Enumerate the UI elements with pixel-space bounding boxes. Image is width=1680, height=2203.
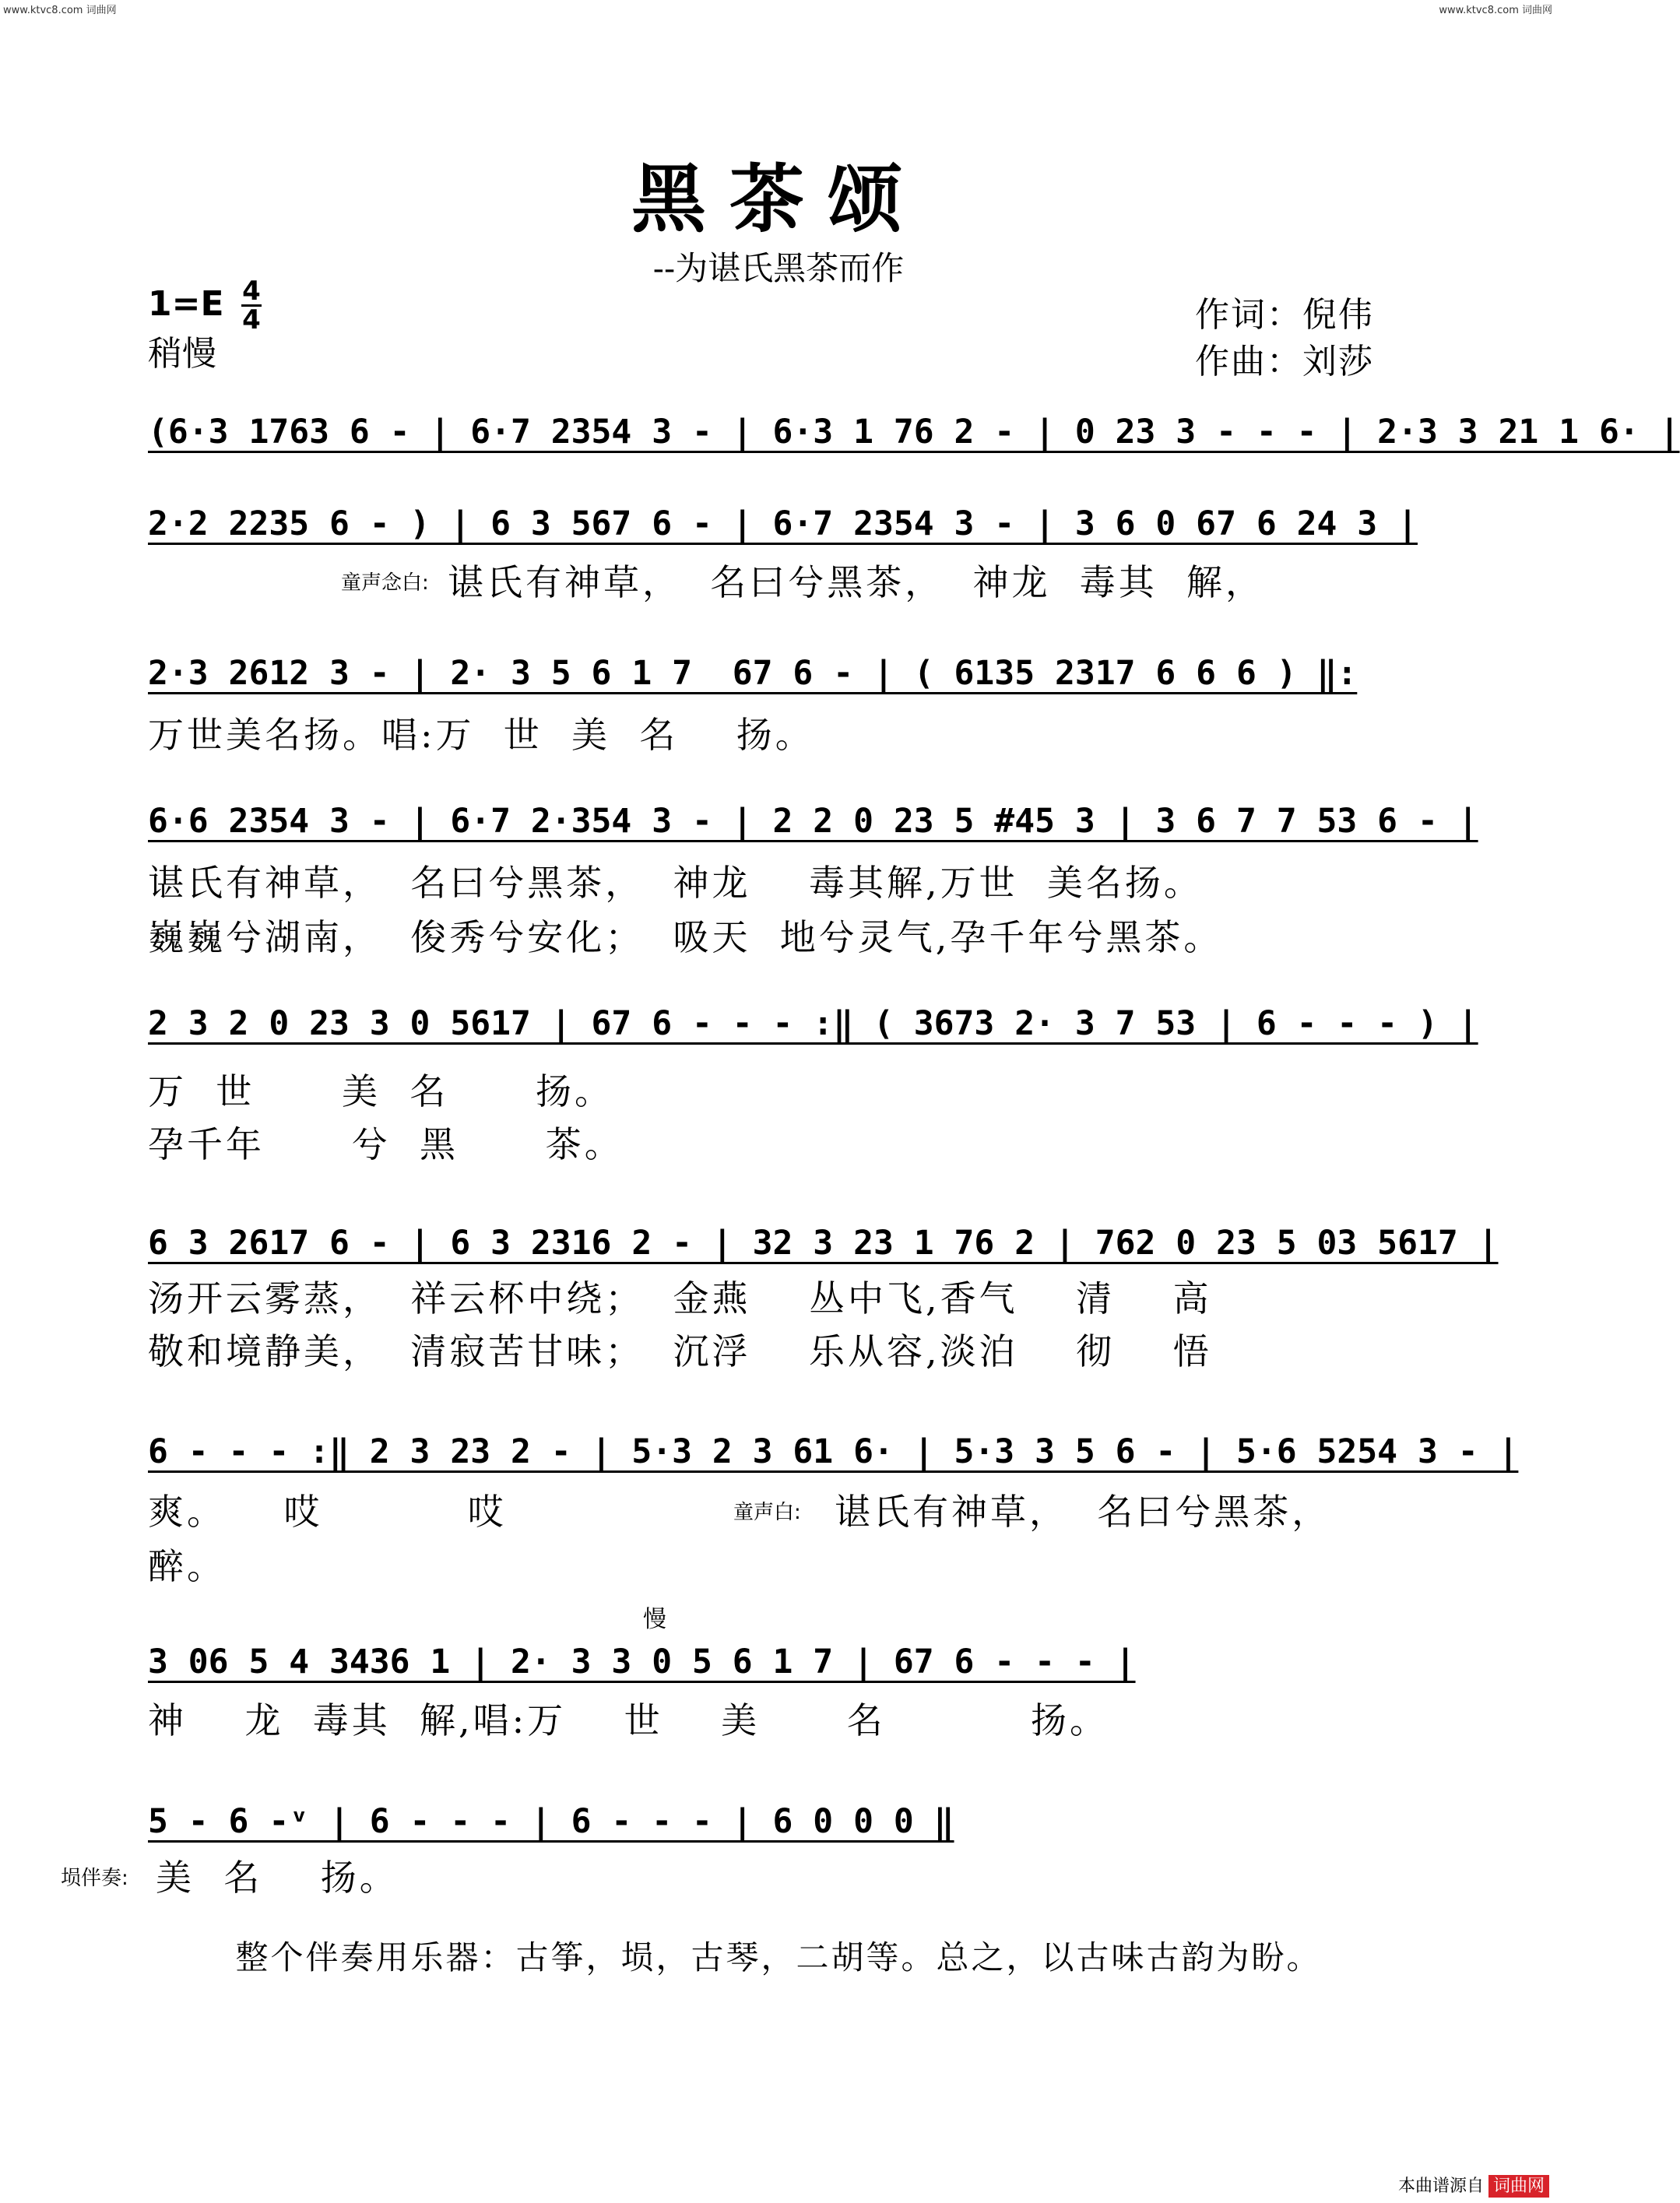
time-top: 4 bbox=[242, 276, 261, 307]
score-row-8 bbox=[148, 1643, 1417, 1681]
lyric-line-2: 醉。 bbox=[148, 1545, 226, 1587]
score-row-4 bbox=[148, 802, 1478, 841]
time-signature bbox=[241, 276, 262, 336]
source-brand: 词曲网 bbox=[1488, 2175, 1549, 2198]
key-signature: 1=E bbox=[148, 284, 224, 324]
lyric-line: 万 世 美 名 扬。 bbox=[148, 1070, 613, 1112]
lyric-line: 汤开云雾蒸， 祥云杯中绕； 金燕 丛中飞,香气 清 高 bbox=[148, 1277, 1212, 1319]
notes: 2·2 2235 6 - ) | 6 3 567 6 - | 6·7 2354 3 - | 3 6 0 67 6 24 3 | bbox=[148, 504, 1418, 543]
notes: 3 06 5 4 3436 1 | 2· 3 3 0 5 6 1 7 | 67 6 - - - | bbox=[148, 1643, 1136, 1681]
accompaniment-label: 埙伴奏: bbox=[61, 1867, 128, 1890]
notes: 2·3 2612 3 - | 2· 3 5 6 1 7 67 6 - | ( 6135 2317 6 6 6 ) ‖: bbox=[148, 654, 1358, 693]
lyric-line: 神 龙 毒其 解,唱:万 世 美 名 扬。 bbox=[148, 1699, 1109, 1741]
composer-credit: 作曲：刘莎 bbox=[1195, 342, 1374, 381]
lyric-line: 谌氏有神草， 名曰兮黑茶， 神龙 毒其 解， bbox=[448, 561, 1264, 603]
watermark-left: www.ktvc8.com 词曲网 bbox=[3, 5, 117, 16]
instrumentation-note: 整个伴奏用乐器：古筝，埙，古琴，二胡等。总之，以古味古韵为盼。 bbox=[235, 1938, 1322, 1976]
lyric-line: 万世美名扬。唱:万 世 美 名 扬。 bbox=[148, 714, 814, 756]
source-text: 本曲谱源自 bbox=[1397, 2177, 1484, 2196]
notes: 5 - 6 -ᵛ | 6 - - - | 6 - - - | 6 0 0 0 ‖ bbox=[148, 1802, 954, 1841]
lyric-line-2: 孕千年 兮 黑 茶。 bbox=[148, 1123, 624, 1165]
voice-label: 童声念白: bbox=[341, 571, 429, 595]
notes: (6·3 1763 6 - | 6·7 2354 3 - | 6·3 1 76 2 - | 0 23 3 - - - | 2·3 3 21 1 6· | bbox=[148, 413, 1680, 451]
lyric-line-2: 敬和境静美， 清寂苦甘味； 沉浮 乐从容,淡泊 彻 悟 bbox=[148, 1330, 1212, 1372]
notes: 6 - - - :‖ 2 3 23 2 - | 5·3 2 3 61 6· | 5·3 3 5 6 - | 5·6 5254 3 - | bbox=[148, 1432, 1519, 1471]
song-subtitle: --为谌氏黑茶而作 bbox=[652, 249, 905, 287]
tempo-slow-mark: 慢 bbox=[643, 1606, 666, 1633]
lyric-line: 美 名 扬。 bbox=[156, 1857, 399, 1899]
notes: 2 3 2 0 23 3 0 5617 | 67 6 - - - :‖ ( 3673 2· 3 7 53 | 6 - - - ) | bbox=[148, 1004, 1478, 1043]
score-row-2 bbox=[148, 504, 1417, 543]
time-bottom: 4 bbox=[242, 304, 261, 336]
source-credit bbox=[1398, 2173, 1549, 2197]
score-row-3 bbox=[148, 654, 1417, 693]
score-row-5 bbox=[148, 1004, 1478, 1043]
notes: 6·6 2354 3 - | 6·7 2·354 3 - | 2 2 0 23 5 #45 3 | 3 6 7 7 53 6 - | bbox=[148, 802, 1478, 841]
notes: 6 3 2617 6 - | 6 3 2316 2 - | 32 3 23 1 76 2 | 762 0 23 5 03 5617 | bbox=[148, 1224, 1499, 1263]
watermark-right: www.ktvc8.com 词曲网 bbox=[1439, 5, 1552, 16]
lyricist-credit: 作词：倪伟 bbox=[1195, 295, 1374, 335]
song-title: 黑茶颂 bbox=[631, 155, 926, 243]
lyric-line-2: 巍巍兮湖南， 俊秀兮安化； 吸天 地兮灵气,孕千年兮黑茶。 bbox=[148, 916, 1223, 958]
tempo-marking: 稍慢 bbox=[148, 334, 216, 374]
score-row-7 bbox=[148, 1432, 1519, 1471]
lyric-line: 谌氏有神草， 名曰兮黑茶， 神龙 毒其解,万世 美名扬。 bbox=[148, 862, 1203, 904]
score-row-9 bbox=[148, 1802, 1417, 1841]
score-row-6 bbox=[148, 1224, 1499, 1263]
lyric-line: 爽。 哎 哎 bbox=[148, 1491, 550, 1533]
voice-label: 童声白: bbox=[733, 1501, 801, 1524]
lyric-line-tail: 谌氏有神草， 名曰兮黑茶， bbox=[835, 1491, 1331, 1533]
score-row-1 bbox=[148, 413, 1680, 451]
